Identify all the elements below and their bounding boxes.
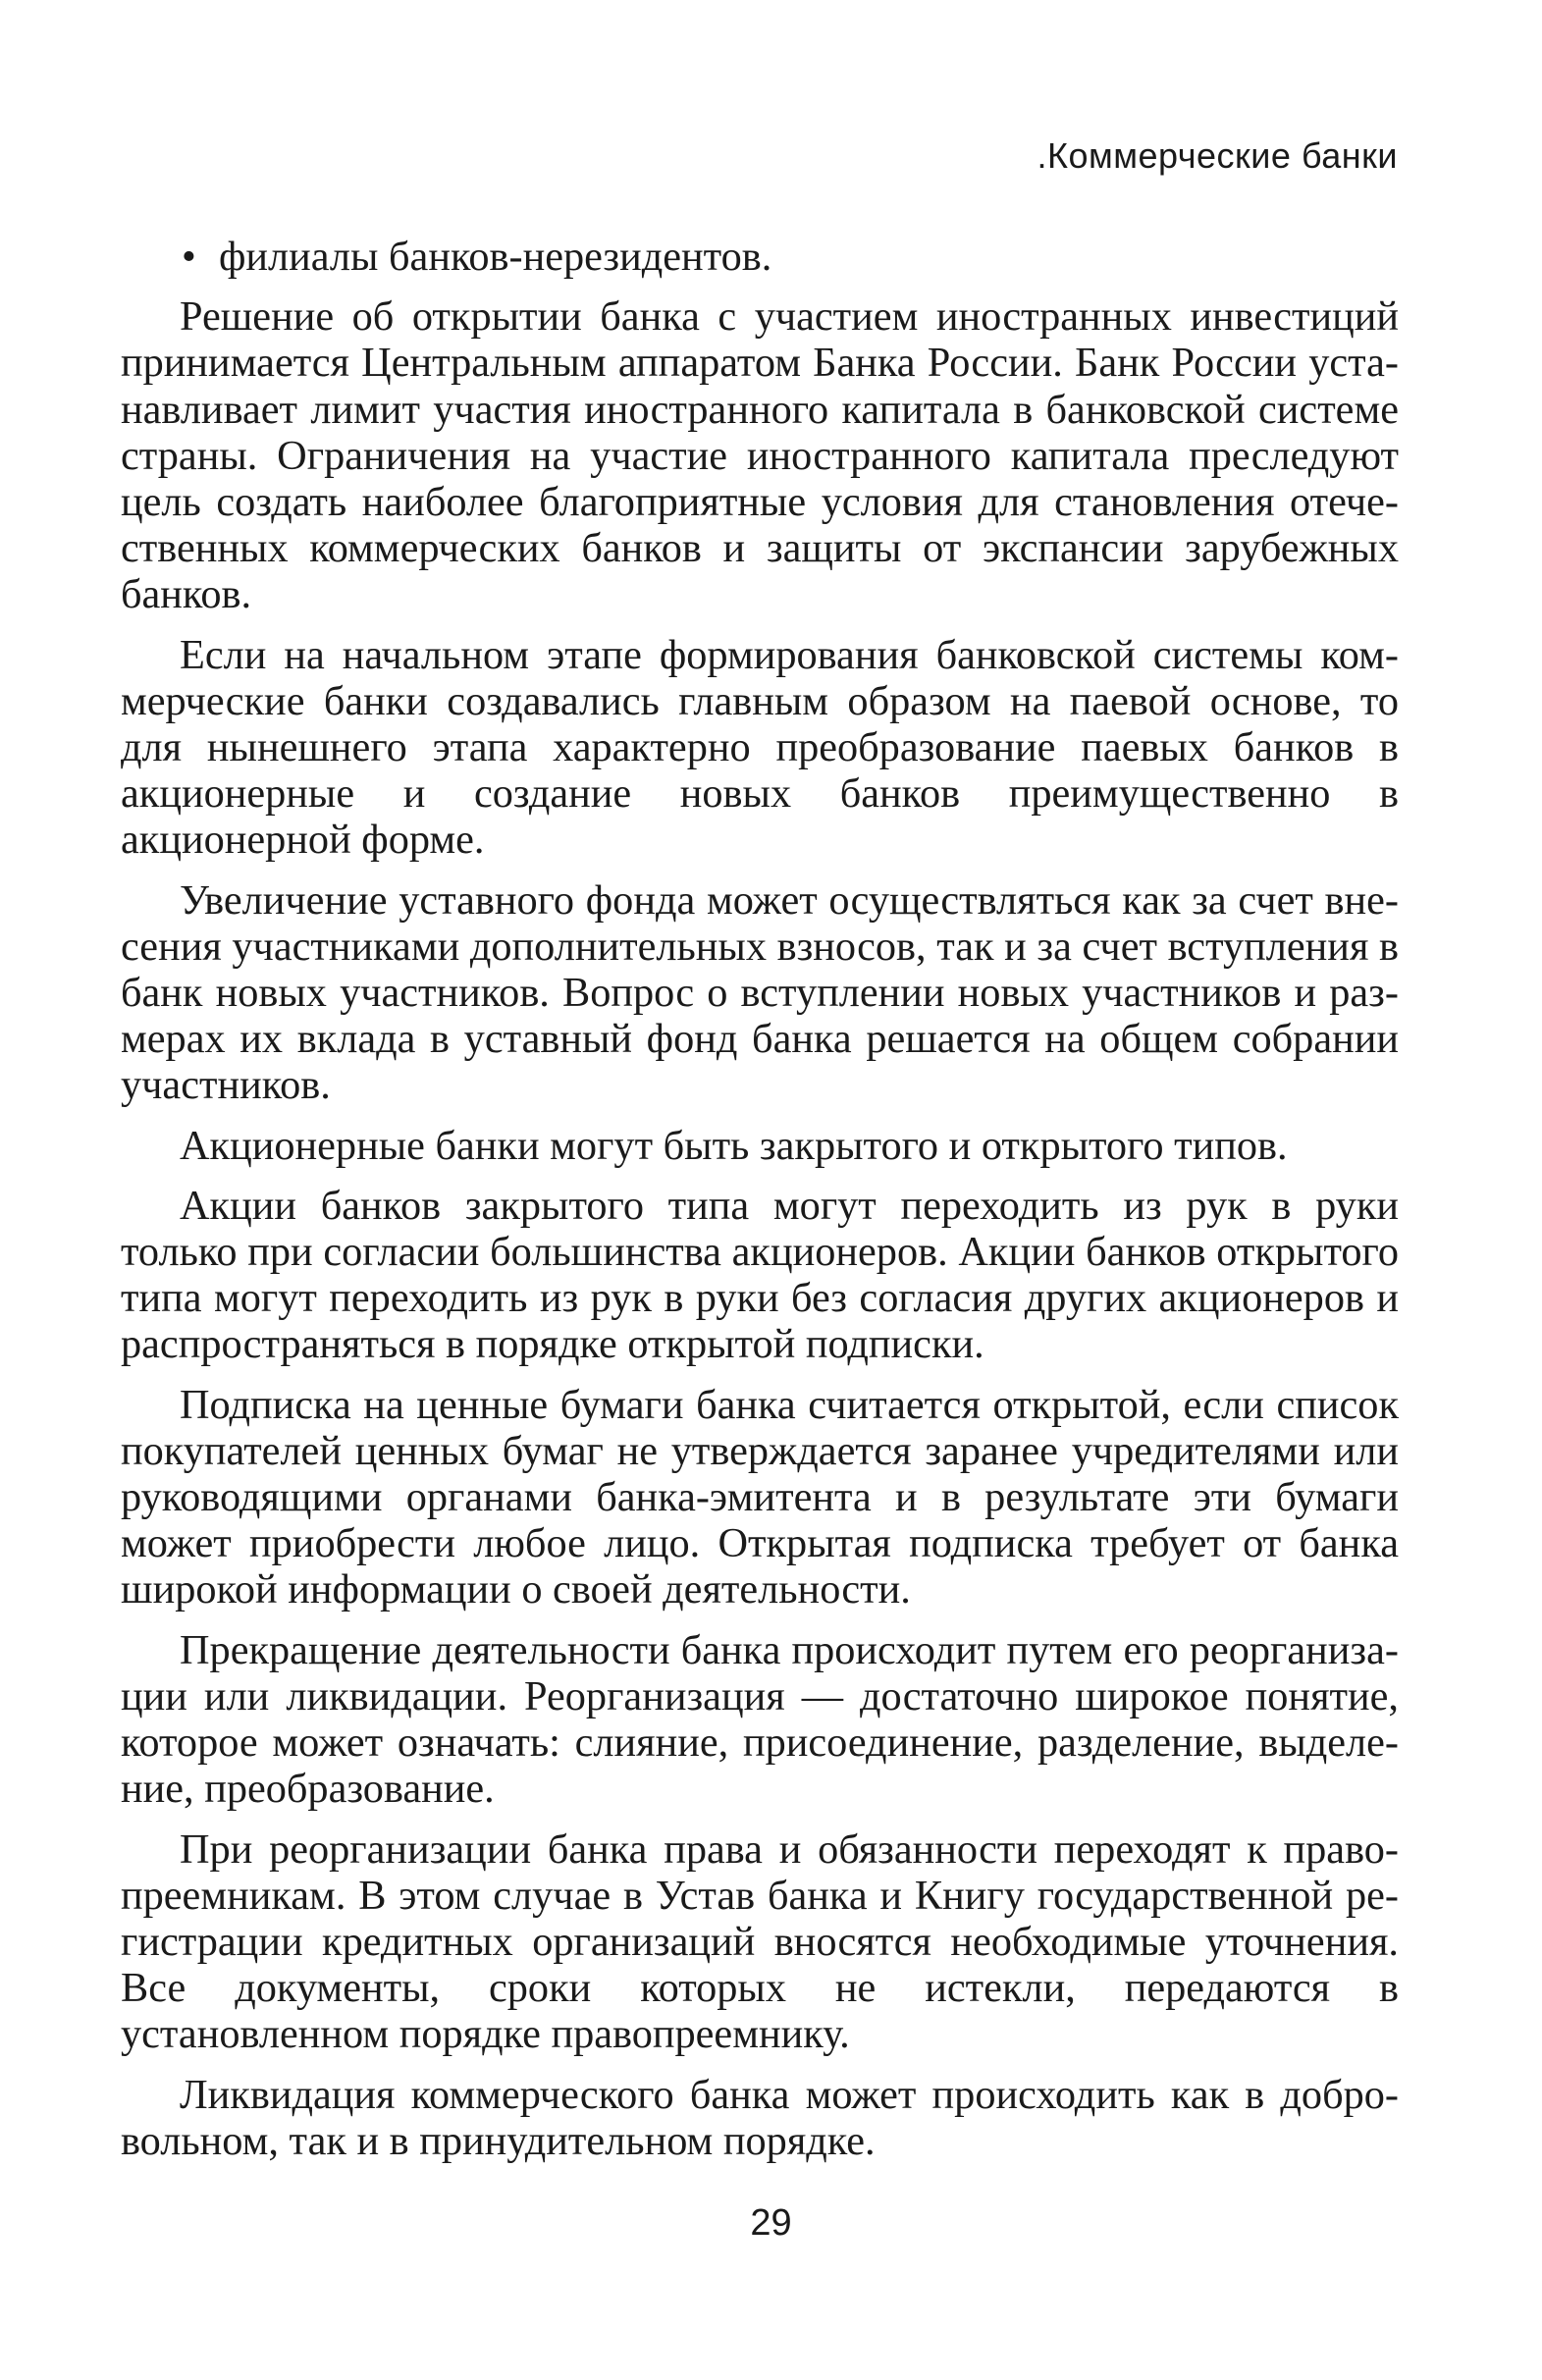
running-header: .Коммерческие банки bbox=[1037, 135, 1398, 176]
page-body bbox=[121, 234, 1399, 2164]
paragraph-termination: Прекращение деятельности банка происходит путем его реорганизации или ликвидации. Реорганизация — достаточно широкое понятие, которое может означать: слияние, присоединение, разделение, выделение, преобразование. bbox=[121, 1626, 1399, 1813]
paragraph-liquidation: Ликвидация коммерческого банка может происходить как в добровольном, так и в принудительном порядке. bbox=[121, 2071, 1399, 2164]
paragraph-closed-open-shares: Акции банков закрытого типа могут переходить из рук в руки только при согласии большинства акционеров. Акции банков открытого типа могут переходить из рук в руки без согласия других акционеров и распространяться в порядке открытой подписки. bbox=[121, 1182, 1399, 1368]
bullet-icon: • bbox=[182, 234, 196, 280]
paragraph-foreign-investment: Решение об открытии банка с участием иностранных инвестиций принимается Центральным аппаратом Банка России. Банк России устанавливает лимит участия иностранного капитала в банковской системе страны. Ограничения на участие иностранного капитала преследуют цель создать наиболее благоприятные условия для становления отечественных коммерческих банков и защиты от экспансии зарубежных банков. bbox=[121, 293, 1399, 618]
bullet-item bbox=[121, 234, 1399, 280]
paragraph-reorganization: При реорганизации банка права и обязанности переходят к правопреемникам. В этом случае в Устав банка и Книгу государственной регистрации кредитных организаций вносятся необходимые уточнения. Все документы, сроки которых не истекли, передаются в установленном порядке правопреемнику. bbox=[121, 1825, 1399, 2058]
paragraph-charter-fund: Увеличение уставного фонда может осуществляться как за счет внесения участниками дополнительных взносов, так и за счет вступления в банк новых участников. Вопрос о вступлении новых участников и размерах их вклада в уставный фонд банка решается на общем собрании участников. bbox=[121, 876, 1399, 1109]
paragraph-share-basis: Если на начальном этапе формирования банковской системы коммерческие банки создавались главным образом на паевой основе, то для нынешнего этапа характерно преобразование паевых банков в акционерные и создание новых банков преимущественно в акционерной форме. bbox=[121, 631, 1399, 864]
paragraph-open-subscription: Подписка на ценные бумаги банка считается открытой, если список покупателей ценных бумаг не утверждается заранее учредителями или руководящими органами банка-эмитента и в результате эти бумаги может приобрести любое лицо. Открытая подписка требует от банка широкой информации о своей деятельности. bbox=[121, 1381, 1399, 1613]
bullet-text: филиалы банков-нерезидентов. bbox=[219, 234, 772, 280]
paragraph-bank-types: Акционерные банки могут быть закрытого и открытого типов. bbox=[180, 1122, 1288, 1169]
page-number: 29 bbox=[750, 2202, 792, 2244]
